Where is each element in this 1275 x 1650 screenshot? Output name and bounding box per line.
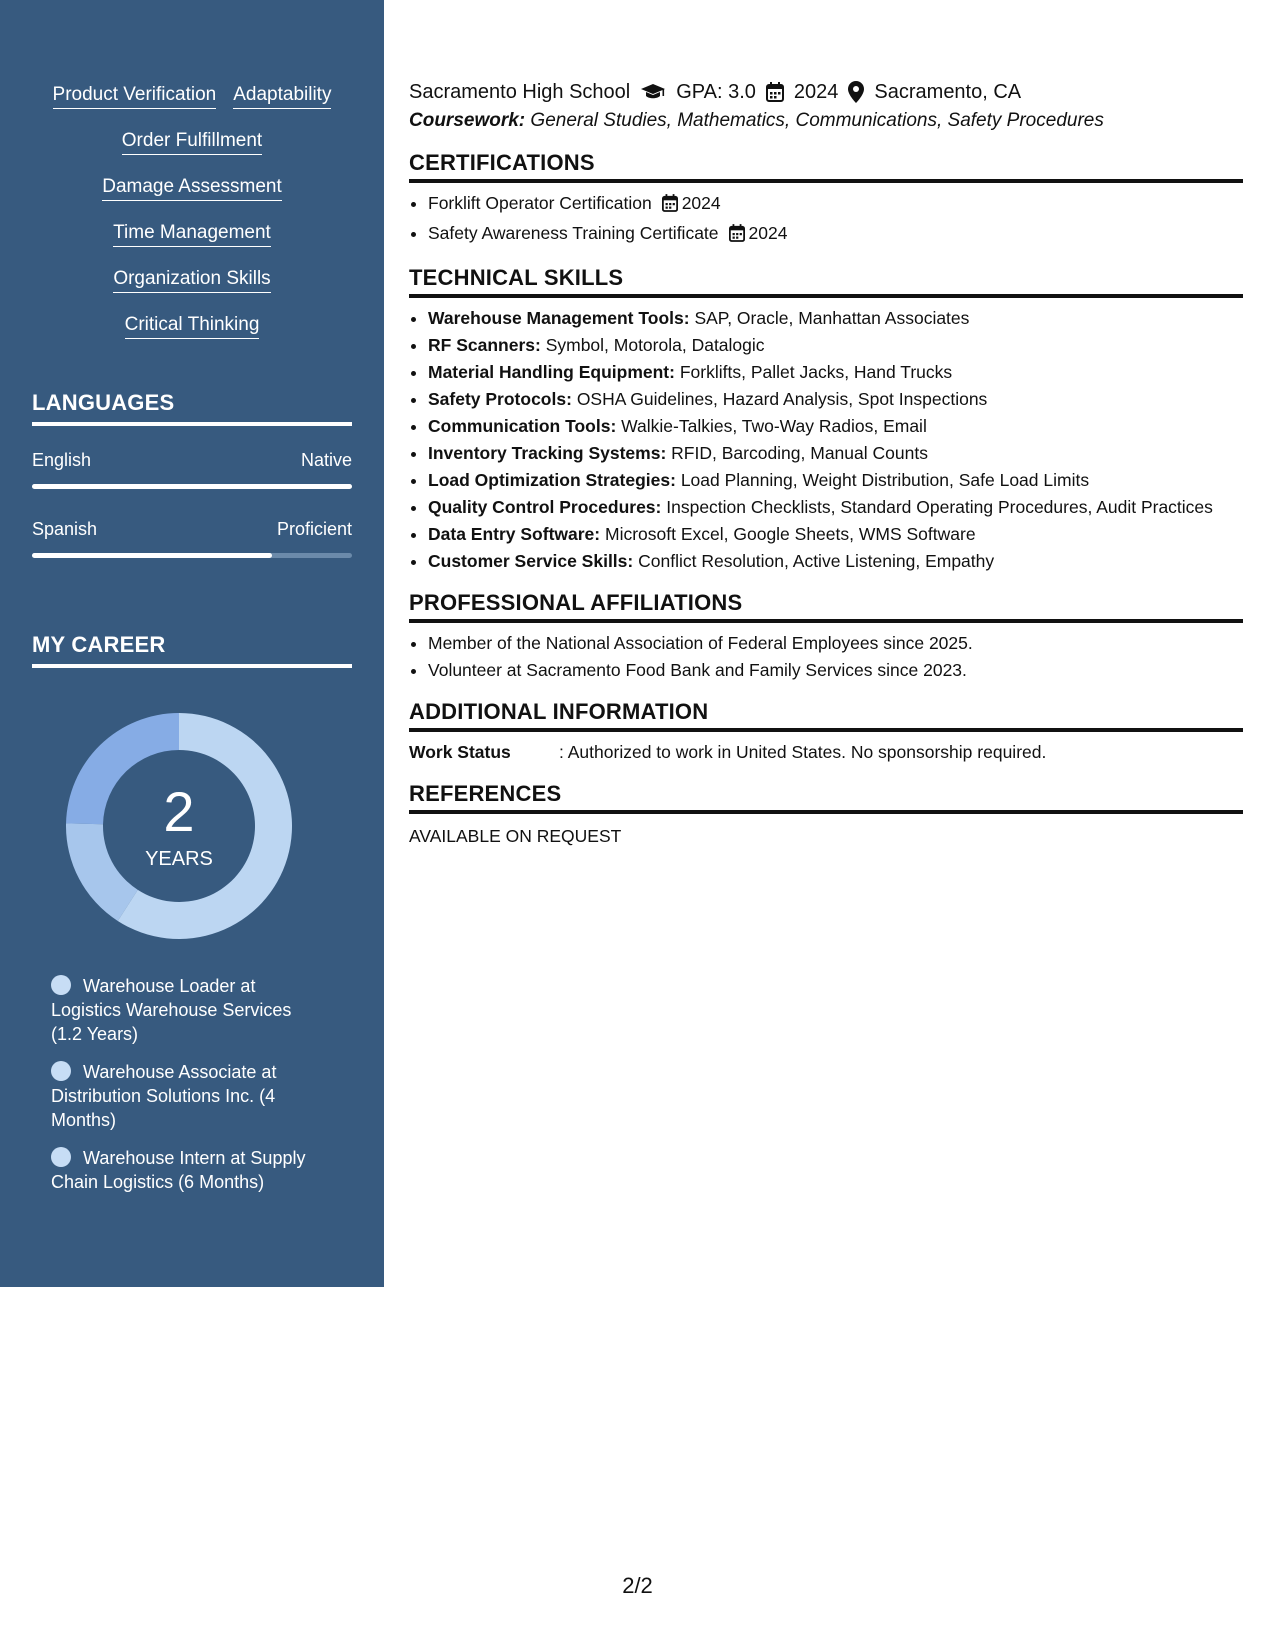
- skill-category: Material Handling Equipment:: [428, 362, 675, 382]
- references-heading: REFERENCES: [409, 781, 1243, 814]
- skill-values: Walkie-Talkies, Two-Way Radios, Email: [621, 416, 927, 436]
- coursework-text: General Studies, Mathematics, Communications, Safety Procedures: [530, 110, 1104, 131]
- calendar-icon: [766, 82, 784, 102]
- education-line: [409, 78, 1243, 106]
- technical-skills-list: [409, 307, 1243, 572]
- technical-skill-item: [428, 334, 1243, 356]
- work-status: [409, 742, 1243, 763]
- bullet-dot-icon: [51, 975, 71, 995]
- language-bar-fill: [32, 484, 352, 489]
- graduation-year: 2024: [793, 80, 839, 103]
- map-pin-icon: [848, 81, 864, 103]
- references-text: AVAILABLE ON REQUEST: [409, 826, 622, 846]
- work-status-value: : Authorized to work in United States. No sponsorship required.: [559, 742, 1047, 762]
- career-donut-segment-2: [66, 713, 179, 824]
- career-item: [51, 1060, 321, 1132]
- affiliations-heading: PROFESSIONAL AFFILIATIONS: [409, 590, 1243, 623]
- skill-category: Communication Tools:: [428, 416, 617, 436]
- skill-values: SAP, Oracle, Manhattan Associates: [694, 308, 970, 328]
- bullet-dot-icon: [51, 1061, 71, 1081]
- affiliation-item: • Member of the National Association of Federal Employees since 2025.: [428, 632, 1243, 654]
- language-english: [32, 450, 352, 489]
- coursework-label: Coursework:: [409, 110, 526, 131]
- skill-tag[interactable]: Organization Skills: [113, 268, 270, 293]
- career-item: [51, 1146, 321, 1194]
- school-location: Sacramento, CA: [874, 80, 1022, 103]
- sidebar: [0, 0, 384, 1287]
- calendar-icon: [662, 194, 678, 217]
- bullet-dot-icon: [51, 1147, 71, 1167]
- skill-tag[interactable]: Critical Thinking: [125, 314, 260, 339]
- skill-values: Inspection Checklists, Standard Operating Procedures, Audit Practices: [666, 497, 1213, 517]
- skill-values: Microsoft Excel, Google Sheets, WMS Software: [605, 524, 976, 544]
- language-level: Proficient: [276, 519, 352, 539]
- skills-list: [32, 84, 352, 360]
- skill-tag[interactable]: Adaptability: [233, 84, 331, 109]
- certification-name: Forklift Operator Certification: [428, 193, 652, 213]
- skill-category: Customer Service Skills:: [428, 551, 634, 571]
- gpa: GPA: 3.0: [676, 80, 756, 103]
- certification-name: Safety Awareness Training Certificate: [428, 223, 719, 243]
- language-bar: [32, 484, 352, 489]
- skill-values: Load Planning, Weight Distribution, Safe Load Limits: [680, 470, 1090, 490]
- certifications-heading: CERTIFICATIONS: [409, 150, 1243, 183]
- technical-skills-heading: TECHNICAL SKILLS: [409, 265, 1243, 298]
- certification-item: [428, 192, 1243, 217]
- language-spanish: [32, 519, 352, 558]
- skill-tag[interactable]: Product Verification: [53, 84, 217, 109]
- skill-category: Inventory Tracking Systems:: [428, 443, 667, 463]
- skill-category: Data Entry Software:: [428, 524, 601, 544]
- languages-heading: LANGUAGES: [32, 390, 352, 426]
- career-item-text: Warehouse Intern at Supply Chain Logistics (6 Months): [51, 1148, 306, 1192]
- technical-skill-item: [428, 496, 1243, 518]
- affiliations-list: [409, 632, 1243, 681]
- skill-category: Quality Control Procedures:: [428, 497, 662, 517]
- skill-tag[interactable]: Time Management: [113, 222, 271, 247]
- skill-category: Load Optimization Strategies:: [428, 470, 676, 490]
- skill-tag[interactable]: Damage Assessment: [102, 176, 282, 201]
- technical-skill-item: [428, 415, 1243, 437]
- career-item-text: Warehouse Loader at Logistics Warehouse Services (1.2 Years): [51, 976, 292, 1044]
- certification-item: [428, 222, 1243, 247]
- skill-values: Conflict Resolution, Active Listening, Empathy: [638, 551, 995, 571]
- technical-skill-item: [428, 469, 1243, 491]
- work-status-label: Work Status: [409, 742, 511, 762]
- page-number: 2/2: [622, 1573, 653, 1598]
- language-name: Spanish: [32, 519, 98, 539]
- calendar-icon: [729, 224, 745, 247]
- affiliation-item: • Volunteer at Sacramento Food Bank and Family Services since 2023.: [428, 659, 1243, 681]
- language-name: English: [32, 450, 92, 470]
- career-total-unit: YEARS: [145, 848, 213, 870]
- skill-values: OSHA Guidelines, Hazard Analysis, Spot Inspections: [576, 389, 988, 409]
- language-bar-fill: [32, 553, 272, 558]
- technical-skill-item: [428, 388, 1243, 410]
- career-item: [51, 974, 321, 1046]
- skill-category: RF Scanners:: [428, 335, 541, 355]
- career-donut-chart: [66, 713, 292, 939]
- certification-year: 2024: [748, 223, 788, 243]
- certification-year: 2024: [681, 193, 721, 213]
- main-content: [409, 78, 1243, 847]
- skill-values: Symbol, Motorola, Datalogic: [545, 335, 765, 355]
- career-list: [51, 974, 321, 1208]
- technical-skill-item: [428, 361, 1243, 383]
- technical-skill-item: [428, 550, 1243, 572]
- coursework: [409, 110, 1243, 132]
- career-total-value: 2: [163, 780, 195, 843]
- skill-values: Forklifts, Pallet Jacks, Hand Trucks: [679, 362, 953, 382]
- skill-values: RFID, Barcoding, Manual Counts: [671, 443, 928, 463]
- additional-info-heading: ADDITIONAL INFORMATION: [409, 699, 1243, 732]
- technical-skill-item: [428, 307, 1243, 329]
- career-donut-segment-1: [66, 823, 138, 921]
- language-level: Native: [300, 450, 352, 470]
- skill-tag[interactable]: Order Fulfillment: [122, 130, 262, 155]
- language-bar: [32, 553, 352, 558]
- career-heading: MY CAREER: [32, 632, 352, 668]
- technical-skill-item: [428, 523, 1243, 545]
- certifications-list: [409, 192, 1243, 247]
- school-name: Sacramento High School: [409, 80, 631, 103]
- skill-category: Safety Protocols:: [428, 389, 572, 409]
- graduation-cap-icon: [640, 83, 666, 101]
- technical-skill-item: [428, 442, 1243, 464]
- skill-category: Warehouse Management Tools:: [428, 308, 690, 328]
- career-item-text: Warehouse Associate at Distribution Solutions Inc. (4 Months): [51, 1062, 277, 1130]
